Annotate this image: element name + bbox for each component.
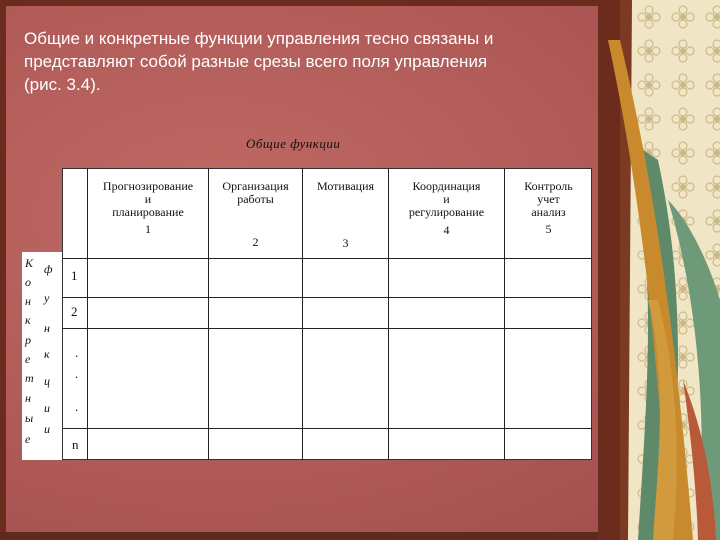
row-label: 2 [71,304,78,319]
column-header-1 [88,180,208,236]
vertical-letter: н [44,321,50,335]
vertical-letter: н [25,294,31,308]
header-line: регулирование [408,205,485,219]
header-line: планирование [112,205,184,219]
vertical-letter: к [44,347,50,361]
vertical-letter: К [25,256,33,270]
decorative-floral-art [598,0,720,540]
vertical-letter: н [25,391,31,405]
slide-text-line: Общие и конкретные функции управления тесно связаны и [24,29,494,48]
grid-line [62,428,592,429]
grid-line [62,297,592,298]
decorative-panel [598,0,720,540]
row-label: . [75,399,79,414]
header-number: 4 [443,223,450,237]
row-label: . [75,345,79,360]
grid-line [62,258,592,259]
header-line: Контроль [524,179,573,193]
header-line: анализ [531,205,566,219]
header-line: и [144,192,152,206]
vertical-letter: и [44,422,50,436]
row-label: . [75,366,79,381]
grid-line [62,328,592,329]
header-line: Организация [222,179,289,193]
vertical-letter: и [44,401,50,415]
header-number: 5 [545,222,552,236]
vertical-letter: к [25,313,31,327]
column-header-4 [389,180,504,237]
vertical-letter: ц [44,374,50,388]
vertical-letter: е [25,352,31,366]
header-line: Координация [412,179,481,193]
header-line: учет [537,192,560,206]
slide-text-line: представляют собой разные срезы всего поля управления [24,52,488,71]
header-line: работы [237,192,274,206]
vertical-letter: у [44,291,50,305]
vertical-letter: о [25,275,31,289]
figure-title: Общие функции [246,136,341,151]
vertical-letter: р [25,333,31,347]
vertical-letter: ф [44,262,53,276]
header-number: 3 [342,236,349,250]
header-line: Прогнозирование [102,179,194,193]
frame-left [0,0,6,540]
vertical-letter: ы [25,411,34,425]
column-header-5 [505,180,592,236]
header-number: 2 [252,235,259,249]
slide-text [24,27,594,96]
vertical-letter: т [25,371,34,385]
column-header-3 [303,180,388,250]
slide-text-line: (рис. 3.4). [24,75,101,94]
row-label: n [72,437,79,452]
header-line: Мотивация [316,179,375,193]
header-number: 1 [145,222,151,236]
row-label: 1 [71,268,78,283]
vertical-letter: е [25,432,31,446]
column-header-2 [209,180,302,249]
header-line: и [443,192,450,206]
